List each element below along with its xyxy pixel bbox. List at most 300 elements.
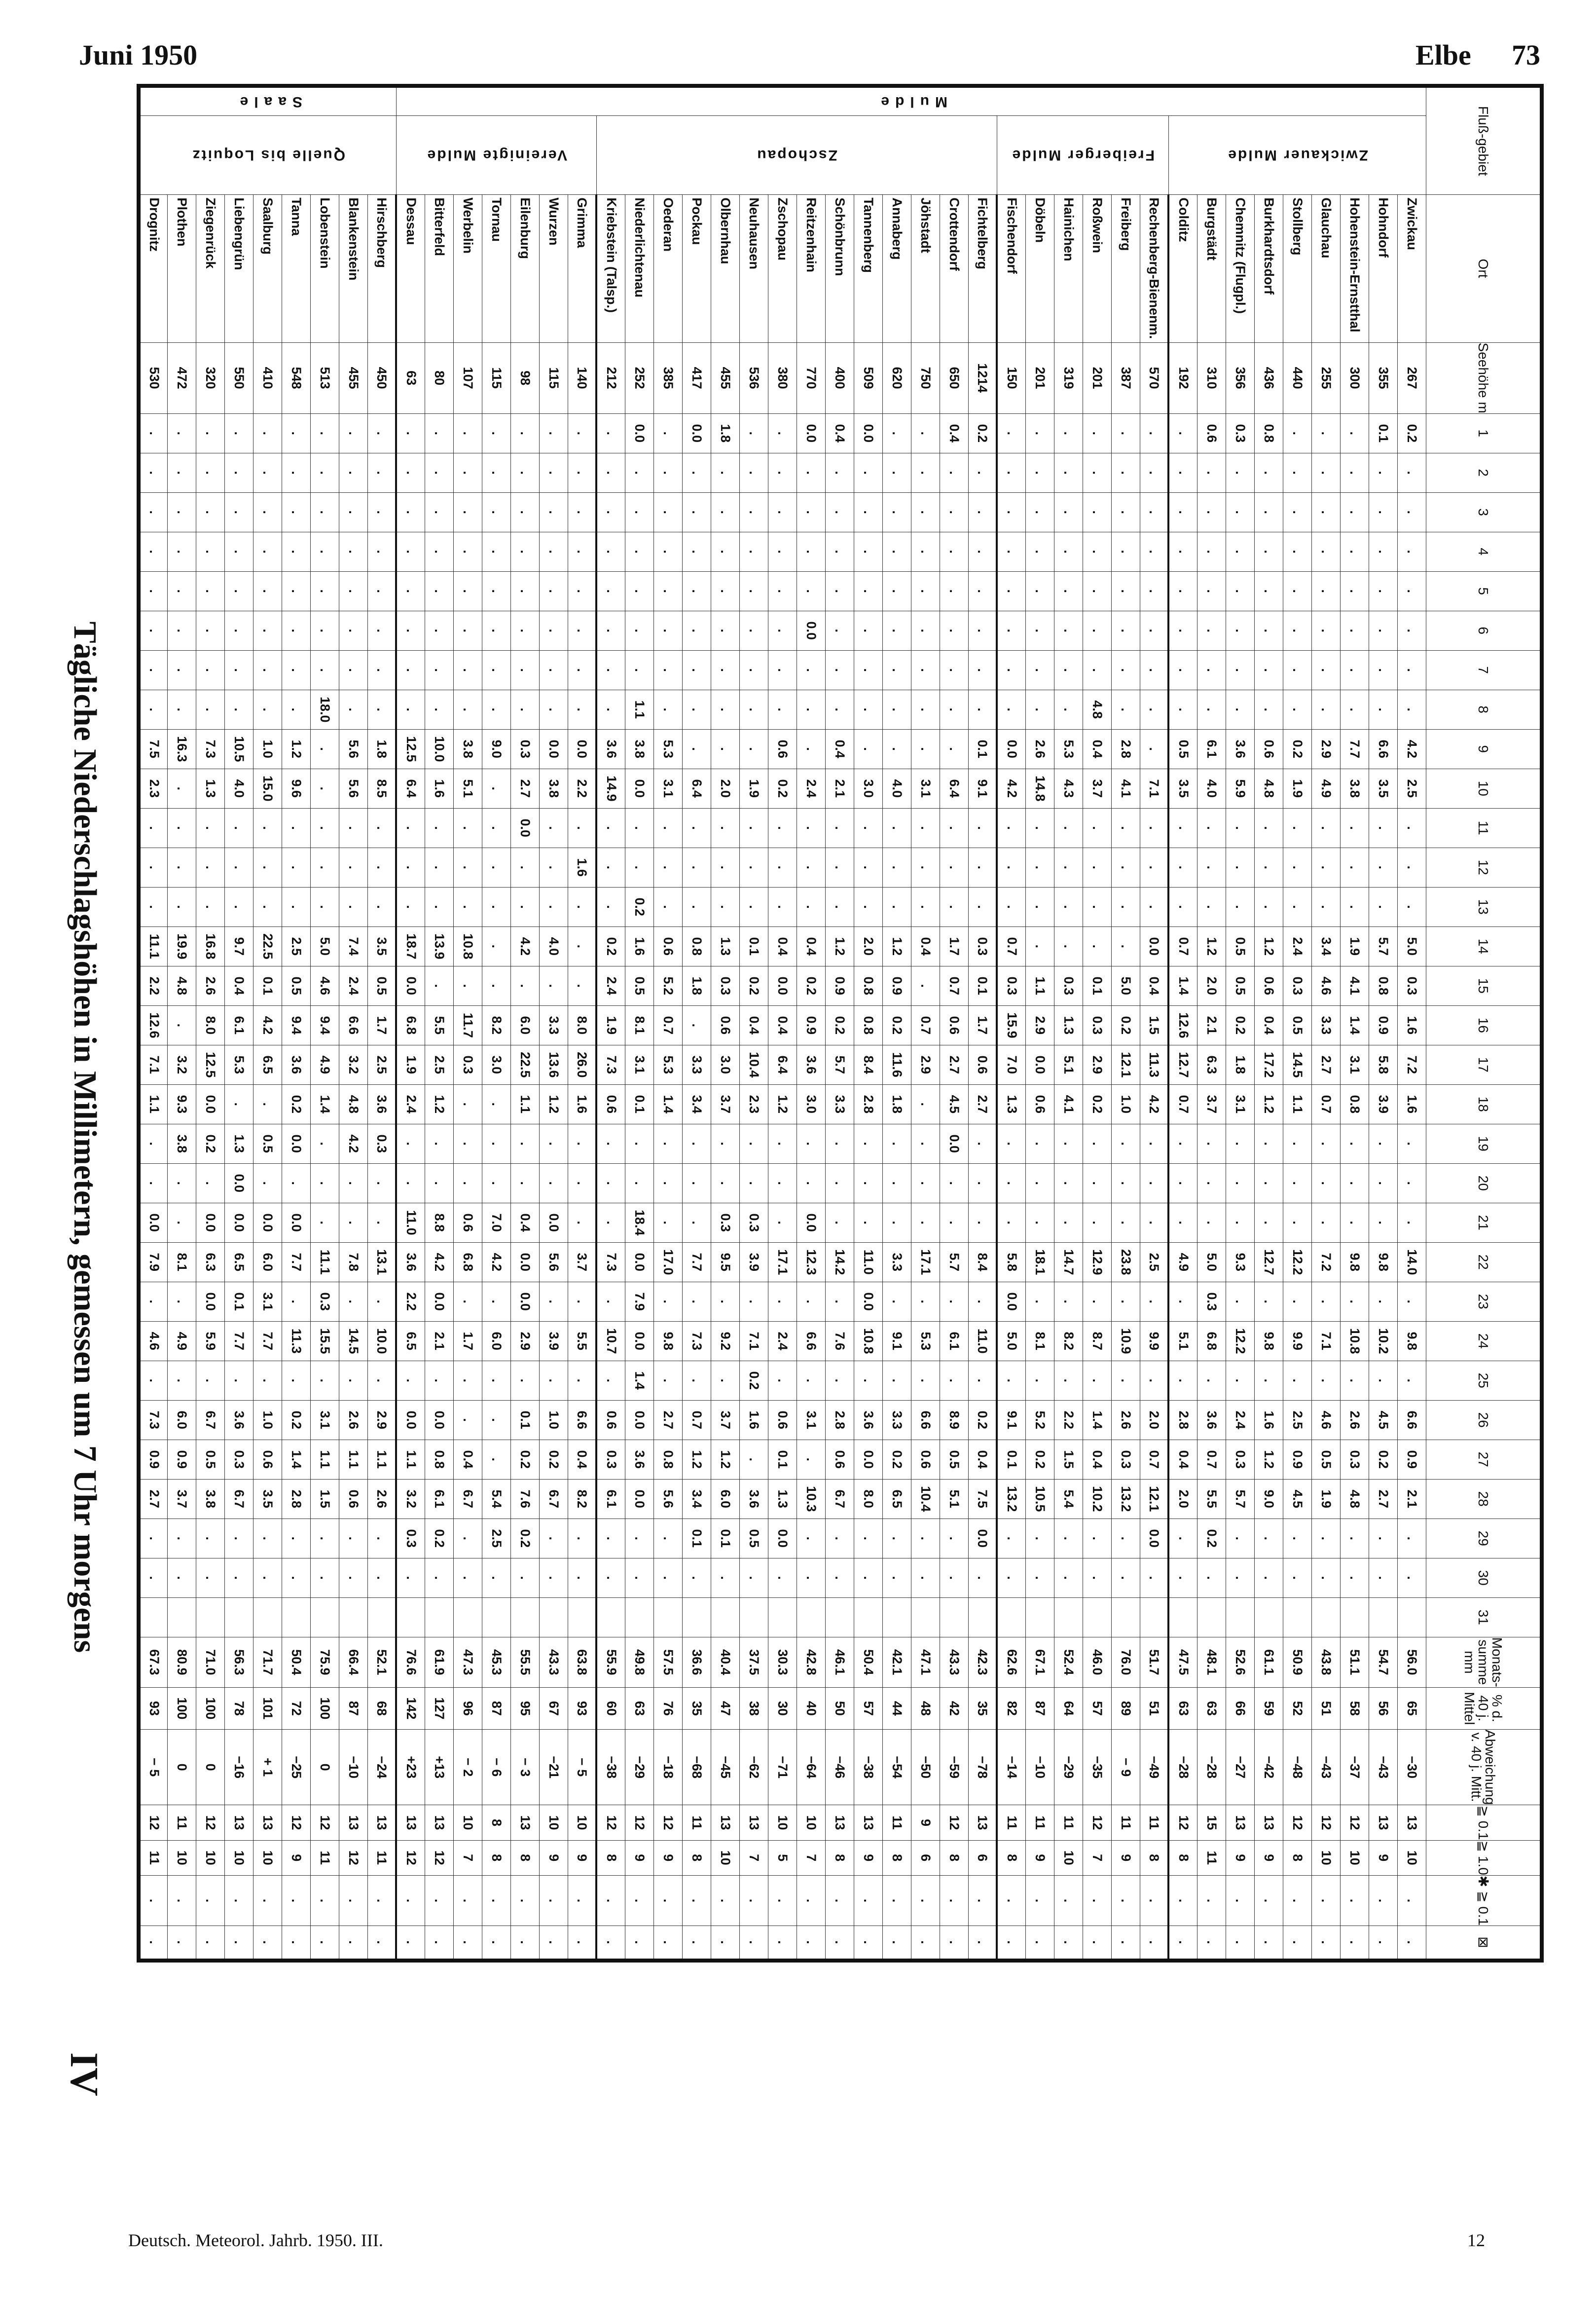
day-21-value: 11.0 xyxy=(397,1203,425,1242)
day-17-value: 5.3 xyxy=(654,1045,683,1084)
month-sum-percent: 95 xyxy=(511,1687,540,1729)
day-19-value: . xyxy=(425,1124,454,1163)
days-storm: . xyxy=(1255,1926,1283,1961)
days-ge-1-0: 7 xyxy=(454,1840,482,1875)
day-19-value: . xyxy=(1197,1124,1226,1163)
day-7-value: . xyxy=(1255,650,1283,690)
day-14-value: 2.4 xyxy=(1283,926,1312,966)
day-14-value: . xyxy=(1112,926,1140,966)
day-26-value: . xyxy=(454,1400,482,1440)
day-29-value: . xyxy=(139,1519,168,1558)
month-sum-percent: 64 xyxy=(1054,1687,1083,1729)
month-sum-percent: 38 xyxy=(740,1687,768,1729)
day-30-value: . xyxy=(1226,1558,1255,1597)
day-9-value: 1.0 xyxy=(254,729,282,769)
day-15-value: 0.1 xyxy=(1083,966,1112,1005)
station-name: Burkhardtsdorf xyxy=(1255,194,1283,342)
deviation-value: − 6 xyxy=(482,1729,511,1805)
day-11-value: . xyxy=(540,808,568,848)
day-17-value: 3.6 xyxy=(797,1045,826,1084)
day-31-value xyxy=(969,1597,997,1637)
month-sum-mm: 62.6 xyxy=(997,1637,1026,1687)
station-name: Oederan xyxy=(654,194,683,342)
month-sum-percent: 93 xyxy=(568,1687,597,1729)
day-19-value: . xyxy=(597,1124,625,1163)
days-ge-1-0: 8 xyxy=(1283,1840,1312,1875)
deviation-value: −30 xyxy=(1398,1729,1426,1805)
day-23-value: . xyxy=(540,1282,568,1321)
month-sum-mm: 54.7 xyxy=(1369,1637,1398,1687)
station-elevation: 267 xyxy=(1398,342,1426,413)
day-28-value: 10.2 xyxy=(1083,1479,1112,1519)
day-11-value: . xyxy=(196,808,225,848)
deviation-value: −49 xyxy=(1140,1729,1169,1805)
day-21-value: . xyxy=(911,1203,940,1242)
day-29-value: 0.2 xyxy=(425,1519,454,1558)
day-7-value: . xyxy=(740,650,768,690)
day-15-value: 0.1 xyxy=(254,966,282,1005)
day-28-value: 6.0 xyxy=(711,1479,740,1519)
days-snow: . xyxy=(969,1875,997,1926)
deviation-value: − 5 xyxy=(139,1729,168,1805)
day-20-value: . xyxy=(768,1163,797,1203)
day-6-value: . xyxy=(711,611,740,650)
days-snow: . xyxy=(1197,1875,1226,1926)
day-2-value: . xyxy=(1054,453,1083,492)
days-storm: . xyxy=(482,1926,511,1961)
day-4-value: . xyxy=(1283,532,1312,571)
day-10-value: . xyxy=(311,769,339,808)
day-3-value: . xyxy=(1369,492,1398,532)
month-sum-mm: 56.0 xyxy=(1398,1637,1426,1687)
day-6-value: . xyxy=(625,611,654,650)
days-ge-0-1: 13 xyxy=(425,1805,454,1840)
day-24-value: 8.1 xyxy=(1026,1321,1054,1361)
day-17-value: 22.5 xyxy=(511,1045,540,1084)
day-14-value: . xyxy=(568,926,597,966)
day-21-value: . xyxy=(368,1203,397,1242)
station-elevation: 320 xyxy=(196,342,225,413)
day-29-value: . xyxy=(196,1519,225,1558)
day-5-value: . xyxy=(597,571,625,611)
day-7-value: . xyxy=(168,650,196,690)
day-30-value: . xyxy=(1283,1558,1312,1597)
day-30-value: . xyxy=(654,1558,683,1597)
day-4-value: . xyxy=(911,532,940,571)
day-31-value xyxy=(883,1597,911,1637)
day-30-value: . xyxy=(711,1558,740,1597)
day-24-value: 7.7 xyxy=(254,1321,282,1361)
day-8-value: . xyxy=(940,690,969,729)
station-elevation: 380 xyxy=(768,342,797,413)
day-3-value: . xyxy=(683,492,711,532)
day-29-value: . xyxy=(940,1519,969,1558)
day-2-value: . xyxy=(940,453,969,492)
day-14-value: 0.7 xyxy=(997,926,1026,966)
day-26-value: 3.7 xyxy=(711,1400,740,1440)
days-ge-1-0: 11 xyxy=(368,1840,397,1875)
day-4-value: . xyxy=(482,532,511,571)
table-row xyxy=(854,86,883,1961)
days-snow: . xyxy=(1112,1875,1140,1926)
day-18-value: 4.1 xyxy=(1054,1084,1083,1124)
day-27-value: 0.4 xyxy=(1169,1440,1197,1479)
day-4-value: . xyxy=(454,532,482,571)
day-18-value: 1.1 xyxy=(511,1084,540,1124)
day-28-value: 6.7 xyxy=(540,1479,568,1519)
day-18-value: 3.7 xyxy=(711,1084,740,1124)
day-30-value: . xyxy=(368,1558,397,1597)
day-16-value: . xyxy=(683,1005,711,1045)
day-15-value: 1.8 xyxy=(683,966,711,1005)
day-31-value xyxy=(482,1597,511,1637)
day-4-value: . xyxy=(711,532,740,571)
days-snow: . xyxy=(139,1875,168,1926)
deviation-value: +13 xyxy=(425,1729,454,1805)
day-4-value: . xyxy=(1312,532,1341,571)
days-snow: . xyxy=(597,1875,625,1926)
day-31-value xyxy=(1255,1597,1283,1637)
days-ge-0-1: 10 xyxy=(454,1805,482,1840)
day-27-value: 1.1 xyxy=(397,1440,425,1479)
day-14-value: 1.2 xyxy=(883,926,911,966)
day-6-value: . xyxy=(1083,611,1112,650)
day-5-value: . xyxy=(511,571,540,611)
day-8-value: 1.1 xyxy=(625,690,654,729)
days-ge-1-0: 9 xyxy=(1112,1840,1140,1875)
day-27-value: 0.3 xyxy=(225,1440,254,1479)
col-day-19: 19 xyxy=(1426,1124,1542,1163)
day-1-value: . xyxy=(883,413,911,453)
day-20-value: . xyxy=(1112,1163,1140,1203)
day-18-value: 3.9 xyxy=(1369,1084,1398,1124)
day-2-value: . xyxy=(1226,453,1255,492)
month-sum-mm: 37.5 xyxy=(740,1637,768,1687)
day-7-value: . xyxy=(997,650,1026,690)
col-tstorm: ⊠ xyxy=(1426,1926,1542,1961)
station-elevation: 550 xyxy=(225,342,254,413)
day-25-value: . xyxy=(597,1361,625,1400)
day-13-value: . xyxy=(768,887,797,926)
day-22-value: 4.2 xyxy=(482,1242,511,1282)
day-11-value: . xyxy=(797,808,826,848)
day-3-value: . xyxy=(911,492,940,532)
deviation-value: −43 xyxy=(1369,1729,1398,1805)
day-15-value: . xyxy=(911,966,940,1005)
day-3-value: . xyxy=(339,492,368,532)
month-sum-percent: 76 xyxy=(654,1687,683,1729)
table-row xyxy=(568,86,597,1961)
days-snow: . xyxy=(454,1875,482,1926)
days-snow: . xyxy=(683,1875,711,1926)
station-elevation: 115 xyxy=(482,342,511,413)
day-26-value: 5.2 xyxy=(1026,1400,1054,1440)
day-29-value: . xyxy=(454,1519,482,1558)
day-1-value: 0.4 xyxy=(940,413,969,453)
days-ge-0-1: 13 xyxy=(511,1805,540,1840)
day-29-value: . xyxy=(1398,1519,1426,1558)
day-4-value: . xyxy=(969,532,997,571)
day-29-value: . xyxy=(1369,1519,1398,1558)
day-19-value: . xyxy=(397,1124,425,1163)
station-elevation: 319 xyxy=(1054,342,1083,413)
days-storm: . xyxy=(311,1926,339,1961)
day-11-value: . xyxy=(1226,808,1255,848)
station-elevation: 440 xyxy=(1283,342,1312,413)
day-19-value: . xyxy=(654,1124,683,1163)
day-20-value: . xyxy=(597,1163,625,1203)
days-snow: . xyxy=(711,1875,740,1926)
day-1-value: . xyxy=(282,413,311,453)
station-elevation: 455 xyxy=(339,342,368,413)
day-29-value: . xyxy=(625,1519,654,1558)
day-16-value: 0.7 xyxy=(911,1005,940,1045)
day-14-value: 0.0 xyxy=(1140,926,1169,966)
day-23-value: . xyxy=(482,1282,511,1321)
station-elevation: 201 xyxy=(1083,342,1112,413)
days-ge-0-1: 11 xyxy=(683,1805,711,1840)
station-name: Dessau xyxy=(397,194,425,342)
days-ge-1-0: 10 xyxy=(168,1840,196,1875)
days-ge-1-0: 8 xyxy=(826,1840,854,1875)
day-16-value: 2.9 xyxy=(1026,1005,1054,1045)
days-storm: . xyxy=(711,1926,740,1961)
day-19-value: . xyxy=(683,1124,711,1163)
day-10-value: 4.8 xyxy=(1255,769,1283,808)
day-9-value: 9.0 xyxy=(482,729,511,769)
day-24-value: 6.8 xyxy=(1197,1321,1226,1361)
day-25-value: . xyxy=(969,1361,997,1400)
col-abweichung: Abweichung v. 40 j. Mitt. xyxy=(1426,1729,1542,1805)
day-1-value: . xyxy=(997,413,1026,453)
day-18-value: 1.3 xyxy=(997,1084,1026,1124)
month-sum-mm: 61.9 xyxy=(425,1637,454,1687)
day-18-value: 1.2 xyxy=(1255,1084,1283,1124)
days-storm: . xyxy=(797,1926,826,1961)
day-9-value: 10.5 xyxy=(225,729,254,769)
day-10-value: 2.2 xyxy=(568,769,597,808)
day-24-value: 5.5 xyxy=(568,1321,597,1361)
table-row xyxy=(1197,86,1226,1961)
day-24-value: 10.9 xyxy=(1112,1321,1140,1361)
days-storm: . xyxy=(997,1926,1026,1961)
day-5-value: . xyxy=(740,571,768,611)
day-5-value: . xyxy=(1341,571,1369,611)
day-23-value: 0.0 xyxy=(196,1282,225,1321)
day-28-value: 5.5 xyxy=(1197,1479,1226,1519)
table-row xyxy=(368,86,397,1961)
day-25-value: . xyxy=(1312,1361,1341,1400)
day-9-value: 7.7 xyxy=(1341,729,1369,769)
day-18-value: . xyxy=(482,1084,511,1124)
days-ge-1-0: 10 xyxy=(1312,1840,1341,1875)
month-sum-mm: 43.8 xyxy=(1312,1637,1341,1687)
day-1-value: . xyxy=(1054,413,1083,453)
day-18-value: 3.6 xyxy=(368,1084,397,1124)
days-ge-0-1: 13 xyxy=(1255,1805,1283,1840)
day-6-value: . xyxy=(368,611,397,650)
day-7-value: . xyxy=(339,650,368,690)
day-16-value: 3.3 xyxy=(540,1005,568,1045)
day-8-value: . xyxy=(911,690,940,729)
day-6-value: . xyxy=(1197,611,1226,650)
station-name: Roßwein xyxy=(1083,194,1112,342)
day-21-value: . xyxy=(969,1203,997,1242)
day-16-value: 0.6 xyxy=(940,1005,969,1045)
day-16-value: 0.5 xyxy=(1283,1005,1312,1045)
day-5-value: . xyxy=(196,571,225,611)
day-9-value: . xyxy=(683,729,711,769)
day-5-value: . xyxy=(311,571,339,611)
day-10-value: 3.8 xyxy=(1341,769,1369,808)
day-15-value: 1.1 xyxy=(1026,966,1054,1005)
day-31-value xyxy=(854,1597,883,1637)
day-15-value: . xyxy=(568,966,597,1005)
col-day-11: 11 xyxy=(1426,808,1542,848)
day-4-value: . xyxy=(540,532,568,571)
days-ge-0-1: 12 xyxy=(625,1805,654,1840)
day-23-value: . xyxy=(969,1282,997,1321)
day-24-value: 1.7 xyxy=(454,1321,482,1361)
day-4-value: . xyxy=(1197,532,1226,571)
day-17-value: 5.8 xyxy=(1369,1045,1398,1084)
days-ge-0-1: 11 xyxy=(1140,1805,1169,1840)
day-14-value: 1.9 xyxy=(1341,926,1369,966)
month-sum-mm: 71.7 xyxy=(254,1637,282,1687)
day-27-value: 3.6 xyxy=(625,1440,654,1479)
day-9-value: 5.6 xyxy=(339,729,368,769)
day-3-value: . xyxy=(1112,492,1140,532)
day-5-value: . xyxy=(883,571,911,611)
day-27-value: 0.8 xyxy=(654,1440,683,1479)
day-18-value: . xyxy=(225,1084,254,1124)
deviation-value: −54 xyxy=(883,1729,911,1805)
day-27-value: 0.4 xyxy=(454,1440,482,1479)
month-sum-percent: 100 xyxy=(168,1687,196,1729)
day-7-value: . xyxy=(1369,650,1398,690)
day-8-value: . xyxy=(768,690,797,729)
river-group-label: Zschopau xyxy=(597,115,997,194)
day-23-value: . xyxy=(1169,1282,1197,1321)
day-28-value: 5.4 xyxy=(482,1479,511,1519)
col-day-21: 21 xyxy=(1426,1203,1542,1242)
month-sum-mm: 42.3 xyxy=(969,1637,997,1687)
day-2-value: . xyxy=(139,453,168,492)
day-14-value: 9.7 xyxy=(225,926,254,966)
day-4-value: . xyxy=(997,532,1026,571)
day-21-value: 0.0 xyxy=(282,1203,311,1242)
day-16-value: 4.2 xyxy=(254,1005,282,1045)
day-27-value: 1.2 xyxy=(683,1440,711,1479)
deviation-value: + 1 xyxy=(254,1729,282,1805)
day-26-value: 0.2 xyxy=(282,1400,311,1440)
station-name: Tornau xyxy=(482,194,511,342)
day-31-value xyxy=(540,1597,568,1637)
day-10-value: 8.5 xyxy=(368,769,397,808)
day-8-value: . xyxy=(1283,690,1312,729)
table-row xyxy=(625,86,654,1961)
deviation-value: −14 xyxy=(997,1729,1026,1805)
day-28-value: 1.5 xyxy=(311,1479,339,1519)
day-9-value: . xyxy=(1140,729,1169,769)
main-river-mulde: Mulde xyxy=(397,86,1426,115)
day-28-value: 3.4 xyxy=(683,1479,711,1519)
day-22-value: 3.3 xyxy=(883,1242,911,1282)
day-5-value: . xyxy=(1283,571,1312,611)
day-21-value: . xyxy=(940,1203,969,1242)
table-row xyxy=(196,86,225,1961)
day-31-value xyxy=(139,1597,168,1637)
day-6-value: . xyxy=(311,611,339,650)
day-16-value: 1.7 xyxy=(969,1005,997,1045)
day-16-value: 0.9 xyxy=(797,1005,826,1045)
day-6-value: . xyxy=(1312,611,1341,650)
day-14-value: 1.7 xyxy=(940,926,969,966)
day-26-value: 2.2 xyxy=(1054,1400,1083,1440)
station-name: Werbelin xyxy=(454,194,482,342)
day-5-value: . xyxy=(683,571,711,611)
day-2-value: . xyxy=(1341,453,1369,492)
header-row xyxy=(1426,86,1542,1961)
day-18-value: 0.7 xyxy=(1169,1084,1197,1124)
day-14-value: 0.5 xyxy=(1226,926,1255,966)
col-day-20: 20 xyxy=(1426,1163,1542,1203)
day-2-value: . xyxy=(1083,453,1112,492)
col-day-30: 30 xyxy=(1426,1558,1542,1597)
day-11-value: . xyxy=(1283,808,1312,848)
deviation-value: −38 xyxy=(597,1729,625,1805)
day-17-value: 3.1 xyxy=(1341,1045,1369,1084)
day-8-value: . xyxy=(997,690,1026,729)
day-30-value: . xyxy=(911,1558,940,1597)
month-sum-percent: 52 xyxy=(1283,1687,1312,1729)
day-8-value: . xyxy=(397,690,425,729)
day-20-value: . xyxy=(826,1163,854,1203)
day-28-value: 1.9 xyxy=(1312,1479,1341,1519)
day-2-value: . xyxy=(482,453,511,492)
col-day-6: 6 xyxy=(1426,611,1542,650)
days-ge-0-1: 13 xyxy=(1398,1805,1426,1840)
day-11-value: . xyxy=(254,808,282,848)
main-river-saale: Saale xyxy=(139,86,397,115)
day-9-value: . xyxy=(911,729,940,769)
day-6-value: . xyxy=(740,611,768,650)
day-27-value: 0.7 xyxy=(1197,1440,1226,1479)
table-row xyxy=(482,86,511,1961)
col-day-2: 2 xyxy=(1426,453,1542,492)
day-29-value: 0.1 xyxy=(711,1519,740,1558)
day-12-value: . xyxy=(225,848,254,887)
day-8-value: . xyxy=(1169,690,1197,729)
col-day-16: 16 xyxy=(1426,1005,1542,1045)
station-elevation: 255 xyxy=(1312,342,1341,413)
day-5-value: . xyxy=(654,571,683,611)
days-ge-0-1: 12 xyxy=(1341,1805,1369,1840)
day-3-value: . xyxy=(1083,492,1112,532)
day-1-value: . xyxy=(740,413,768,453)
day-9-value: 3.8 xyxy=(625,729,654,769)
day-16-value: 9.4 xyxy=(311,1005,339,1045)
day-17-value: 3.0 xyxy=(711,1045,740,1084)
day-28-value: 4.5 xyxy=(1283,1479,1312,1519)
station-elevation: 63 xyxy=(397,342,425,413)
day-30-value: . xyxy=(454,1558,482,1597)
day-28-value: 2.6 xyxy=(368,1479,397,1519)
station-name: Crottendorf xyxy=(940,194,969,342)
day-31-value xyxy=(339,1597,368,1637)
day-7-value: . xyxy=(911,650,940,690)
day-7-value: . xyxy=(854,650,883,690)
